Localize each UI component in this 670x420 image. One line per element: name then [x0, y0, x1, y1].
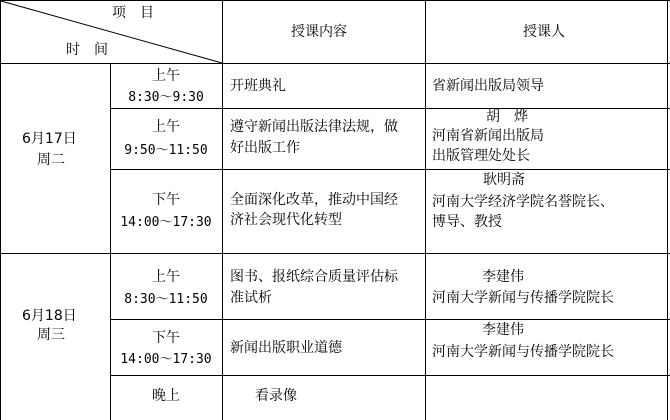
session-content: 济社会现代化转型	[230, 212, 342, 228]
header-content-label: 授课内容	[291, 24, 347, 40]
session-content: 全面深化改革，推动中国经	[230, 192, 398, 208]
header-teacher-label: 授课人	[523, 24, 565, 40]
session-teacher: 河南大学新闻与传播学院院长	[432, 290, 614, 306]
table-border-right	[667, 0, 668, 420]
session-teacher: 博导、教授	[432, 214, 502, 230]
session-content: 遵守新闻出版法律法规，做	[230, 119, 398, 135]
session-content: 图书、报纸综合质量评估标	[230, 269, 398, 285]
session-teacher: 出版管理处处长	[432, 148, 530, 164]
session-time: 9:50～11:50	[124, 143, 208, 158]
session-content: 新闻出版职业道德	[230, 340, 342, 356]
session-teacher-name: 耿明斋	[483, 172, 525, 188]
session-teacher: 河南大学经济学院名誉院长、	[432, 194, 614, 210]
row-line	[110, 108, 670, 109]
day-weekday: 周三	[37, 327, 65, 343]
session-time: 14:00～17:30	[120, 352, 212, 367]
row-line	[110, 375, 670, 376]
day-date: 6月18日	[22, 308, 77, 324]
session-teacher-name: 李建伟	[482, 322, 524, 338]
session-period: 下午	[152, 192, 180, 208]
row-line	[110, 319, 670, 320]
session-teacher-name: 李建伟	[482, 269, 524, 285]
session-time: 8:30～11:50	[124, 292, 208, 307]
session-content: 准试析	[230, 290, 272, 306]
session-period: 上午	[152, 119, 180, 135]
day-weekday: 周二	[37, 152, 65, 168]
session-period: 下午	[152, 330, 180, 346]
session-content: 看录像	[255, 388, 297, 404]
session-period: 晚上	[152, 388, 180, 404]
teacher-column-line	[425, 0, 426, 420]
session-content: 好出版工作	[230, 140, 300, 156]
row-line	[110, 169, 670, 170]
header-time-label: 时 间	[66, 42, 108, 58]
session-period: 上午	[152, 269, 180, 285]
session-time: 8:30～9:30	[128, 90, 204, 105]
session-teacher-name: 胡 烨	[486, 109, 528, 125]
session-time: 14:00～17:30	[120, 215, 212, 230]
session-teacher: 河南省新闻出版局	[432, 128, 544, 144]
day-divider-line	[0, 253, 670, 254]
day-date: 6月17日	[22, 131, 77, 147]
header-item-label: 项 目	[112, 5, 154, 21]
session-period: 上午	[152, 68, 180, 84]
session-teacher: 省新闻出版局领导	[432, 78, 544, 94]
session-teacher: 河南大学新闻与传播学院院长	[432, 344, 614, 360]
session-content: 开班典礼	[230, 78, 286, 94]
